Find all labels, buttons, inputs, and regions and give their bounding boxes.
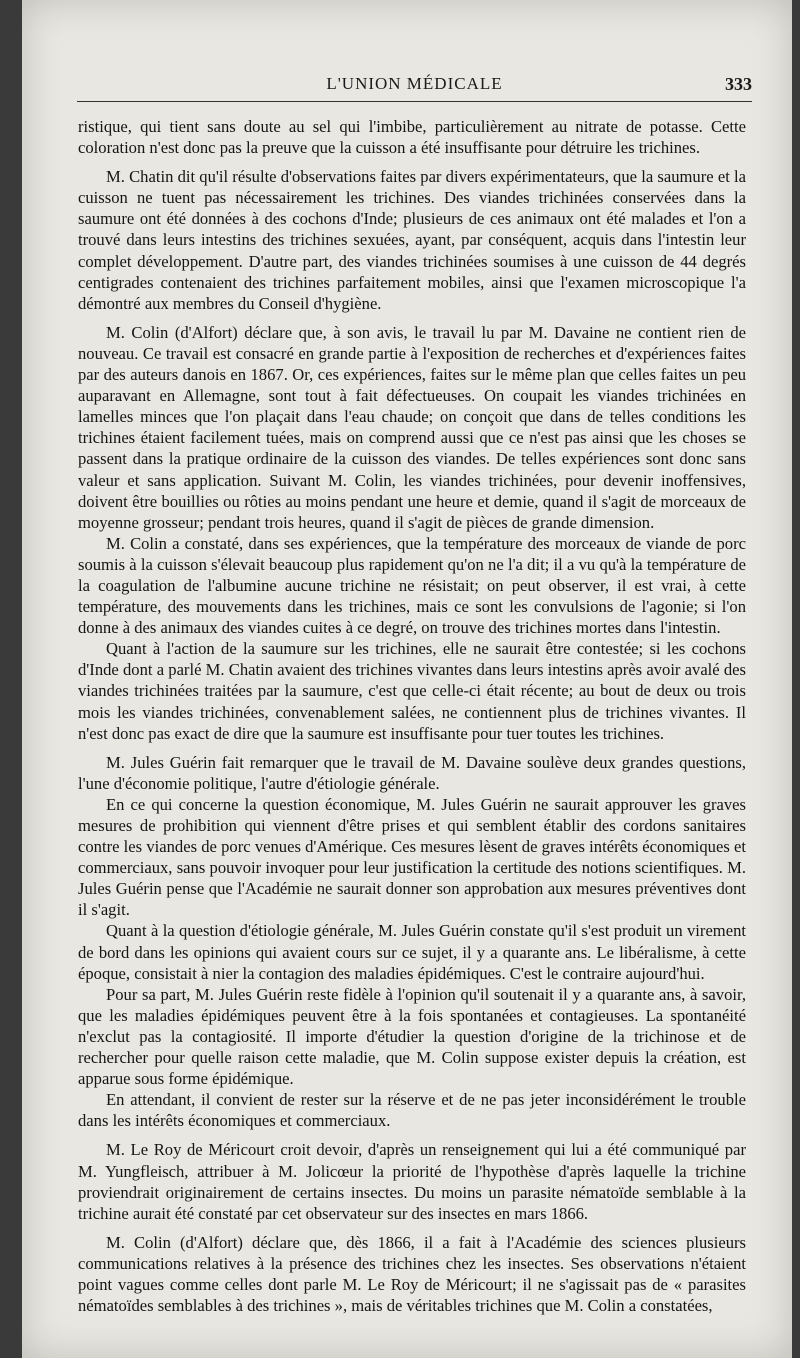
paragraph-2: M. Chatin dit qu'il résulte d'observations faites par divers expérimentateurs, que la saumure et la cuisson ne tuent pas nécessairement les trichines. Des viandes trichinées conservées dans la saumure ont été données à des cochons d'Inde; plusieurs de ces animaux ont été malades et l'on a trouvé dans leurs intestins des trichines sexuées, ayant, par conséquent, acquis dans l'intestin leur complet développement. D'autre part, des viandes trichinées soumises à une cuisson de 44 degrés centigrades contenaient des trichines parfaitement mobiles, ainsi que l'examen microscopique l'a démontré aux membres du Conseil d'hygiène.	[78, 167, 746, 313]
paragraph-10: En attendant, il convient de rester sur la réserve et de ne pas jeter inconsidérément le trouble dans les intérêts économiques et commerciaux.	[78, 1090, 746, 1131]
header-rule	[77, 101, 752, 102]
paragraph-9: Pour sa part, M. Jules Guérin reste fidèle à l'opinion qu'il soutenait il y a quarante ans, à savoir, que les maladies épidémiques peuvent être à la fois spontanées et contagieuses. La spontanéité n'exclut pas la contagiosité. Il importe d'étudier la question d'origine de la trichinose et de rechercher pour quelle raison cette maladie, que M. Colin suppose exister depuis la création, est apparue sous forme épidémique.	[78, 984, 746, 1089]
paragraph-8: Quant à la question d'étiologie générale, M. Jules Guérin constate qu'il s'est produit un virement de bord dans les opinions qui avaient cours sur ce sujet, il y a quarante ans. Le libéralisme, à cette époque, consistait à nier la contagion des maladies épidémiques. C'est le contraire aujourd'hui.	[78, 921, 746, 983]
running-title: L'UNION MÉDICALE	[326, 74, 503, 93]
page-number: 333	[725, 74, 752, 94]
paragraph-3: M. Colin (d'Alfort) déclare que, à son avis, le travail lu par M. Davaine ne contient rien de nouveau. Ce travail est consacré en grande partie à l'exposition de recherches et d'expériences faites par des auteurs danois en 1867. Or, ces expériences, faites sur le même plan que celles faites un peu auparavant en Allemagne, sont tout à fait défectueuses. On coupait les viandes trichinées en lamelles minces que l'on plaçait dans l'eau chaude; on conçoit que dans de telles conditions les trichines étaient facilement tuées, mais on comprend aussi que ce n'est pas ainsi que les choses se passent dans la pratique ordinaire de la cuisson des viandes. De telles expériences sont donc sans valeur et sans application. Suivant M. Colin, les viandes trichinées, pour devenir inoffensives, doivent être bouillies ou rôties au moins pendant une heure et demie, quand il s'agit de morceaux de moyenne grosseur; pendant trois heures, quand il s'agit de pièces de grande dimension.	[78, 322, 746, 532]
paragraph-7: En ce qui concerne la question économique, M. Jules Guérin ne saurait approuver les graves mesures de prohibition qui viennent d'être prises et qui semblent établir des cordons sanitaires contre les viandes de porc venues d'Amérique. Ces mesures lèsent de graves intérêts économiques et commerciaux, sans pouvoir invoquer pour leur justification la certitude des notions scientifiques. M. Jules Guérin pense que l'Académie ne saurait donner son approbation aux mesures préventives dont il s'agit.	[78, 794, 746, 920]
page-header	[77, 74, 752, 100]
article-body	[78, 116, 746, 1316]
paragraph-12: M. Colin (d'Alfort) déclare que, dès 1866, il a fait à l'Académie des sciences plusieurs communications relatives à la présence des trichines chez les insectes. Ses observations n'étaient point vagues comme celles dont parle M. Le Roy de Méricourt; il ne s'agissait pas de « parasites nématoïdes semblables à des trichines », mais de véritables trichines que M. Colin a constatées,	[78, 1232, 746, 1316]
paragraph-5: Quant à l'action de la saumure sur les trichines, elle ne saurait être contestée; si les cochons d'Inde dont a parlé M. Chatin avaient des trichines vivantes dans leurs intestins après avoir avalé des viandes trichinées traitées par la saumure, c'est que celle-ci était récente; au bout de deux ou trois mois les viandes trichinées, convenablement salées, ne contiennent plus de trichines vivantes. Il n'est donc pas exact de dire que la saumure est insuffisante pour tuer toutes les trichines.	[78, 639, 746, 743]
paragraph-6: M. Jules Guérin fait remarquer que le travail de M. Davaine soulève deux grandes questions, l'une d'économie politique, l'autre d'étiologie générale.	[78, 752, 746, 793]
journal-page	[22, 0, 792, 1358]
paragraph-11: M. Le Roy de Méricourt croit devoir, d'après un renseignement qui lui a été communiqué par M. Yungfleisch, attribuer à M. Jolicœur la priorité de l'hypothèse d'après laquelle la trichine proviendrait originairement de certains insectes. Du moins un parasite nématoïde semblable à la trichine aurait été constaté par cet observateur sur des insectes en mars 1866.	[78, 1140, 746, 1223]
paragraph-4: M. Colin a constaté, dans ses expériences, que la température des morceaux de viande de porc soumis à la cuisson s'élevait beaucoup plus rapidement qu'on ne l'a dit; il a vu qu'à la température de la coagulation de l'albumine aucune trichine ne résistait; on peut observer, il est vrai, à cette température, des mouvements dans les trichines, mais ce sont les convulsions de l'agonie; si l'on donne à des animaux des viandes cuites à ce degré, on trouve des trichines mortes dans l'intestin.	[78, 533, 746, 638]
paragraph-1: ristique, qui tient sans doute au sel qui l'imbibe, particulièrement au nitrate de potasse. Cette coloration n'est donc pas la preuve que la cuisson a été insuffisante pour détruire les trichines.	[78, 117, 746, 158]
